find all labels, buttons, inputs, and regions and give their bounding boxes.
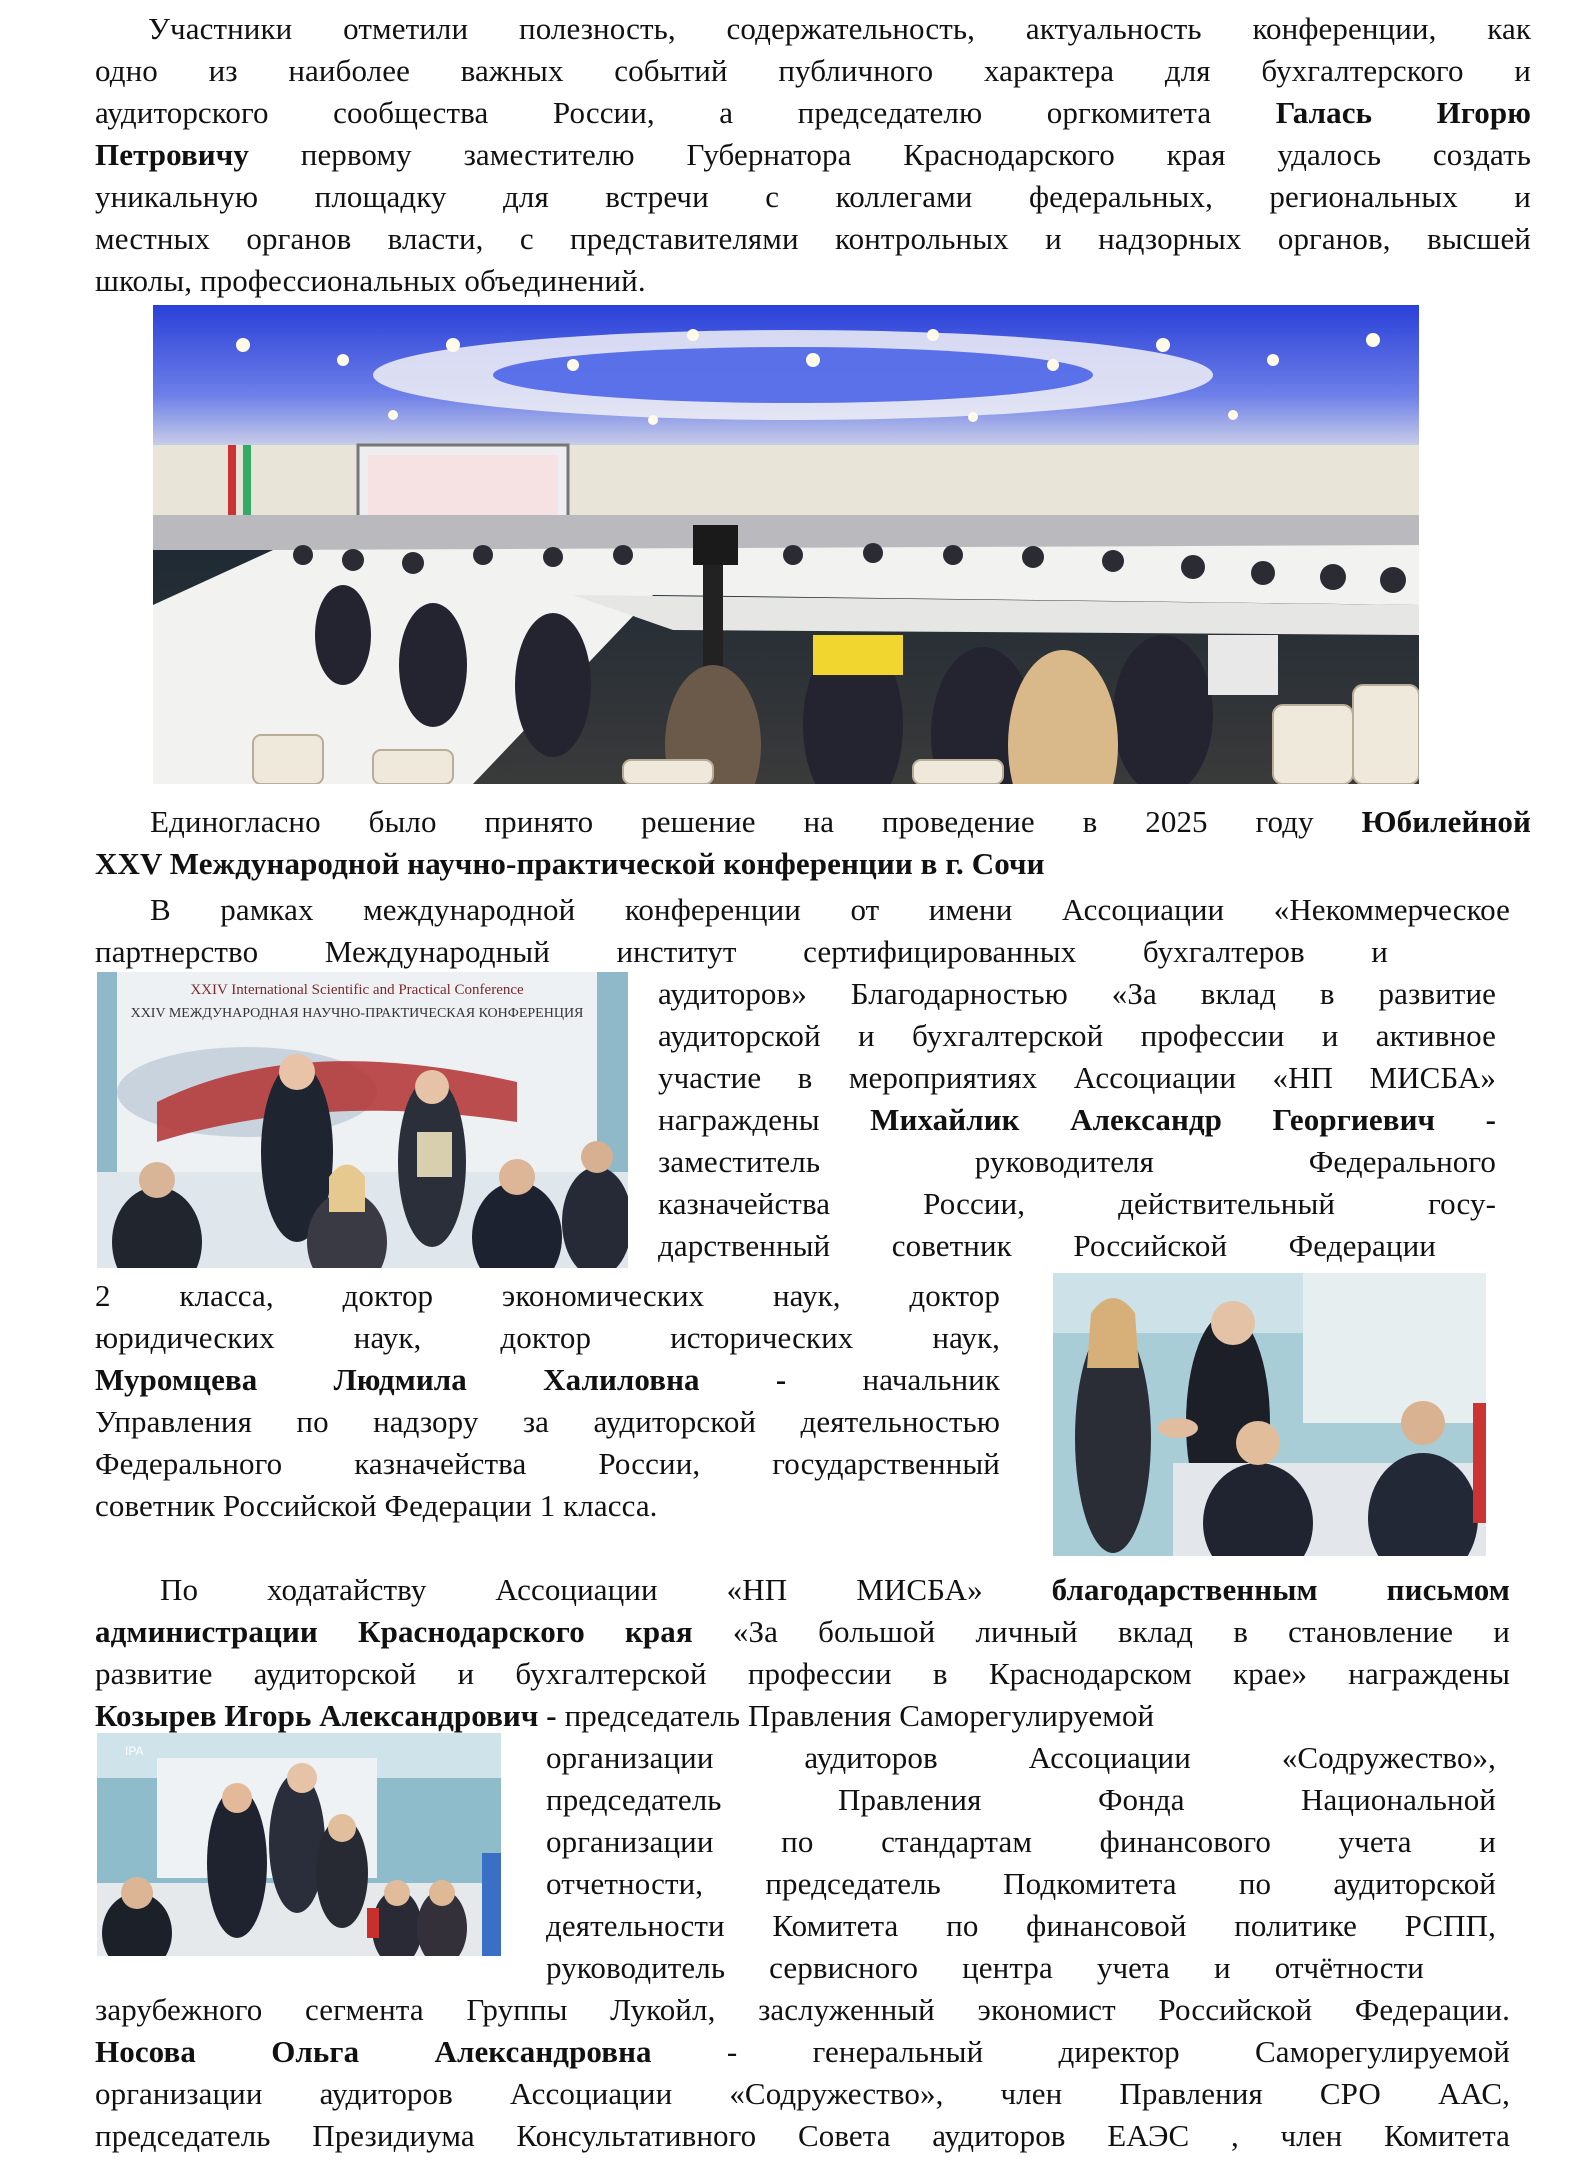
conference-hall-photo: [153, 305, 1419, 784]
para3-right-line-5: заместитель руководителя Федерального: [658, 1144, 1496, 1179]
para4-line-3: развитие аудиторской и бухгалтерской профессии в Краснодарском крае» награждены: [95, 1656, 1510, 1691]
para3-right-line-6: казначейства России, действительный госу-: [658, 1186, 1496, 1221]
para4-line-2: администрации Краснодарского края «За большой личный вклад в становление и: [95, 1614, 1510, 1649]
para3-right-line-2: аудиторской и бухгалтерской профессии и активное: [658, 1018, 1496, 1053]
para3-right-line-7: дарственный советник Российской Федерации: [658, 1228, 1436, 1263]
award-ceremony-photo-2: [97, 1733, 501, 1956]
para1-line-4: Петровичу первому заместителю Губернатора Краснодарского края удалось создать: [95, 137, 1531, 172]
para4-right-line-4: отчетности, председатель Подкомитета по аудиторской: [546, 1866, 1496, 1901]
para4-right-line-1: организации аудиторов Ассоциации «Содружество»,: [546, 1740, 1496, 1775]
para1-line-1: Участники отметили полезность, содержательность, актуальность конференции, как: [148, 11, 1531, 46]
para3-left-line-5: Федерального казначейства России, государственный: [95, 1446, 1000, 1481]
para1-line-7: школы, профессиональных объединений.: [95, 263, 646, 298]
para3-left-line-4: Управления по надзору за аудиторской деятельностью: [95, 1404, 1000, 1439]
para4-line-1: По ходатайству Ассоциации «НП МИСБА» благодарственным письмом: [160, 1572, 1510, 1607]
para4-right-line-3: организации по стандартам финансового учета и: [546, 1824, 1496, 1859]
award-ceremony-photo-1: [97, 972, 628, 1268]
para3-right-line-1: аудиторов» Благодарностью «За вклад в развитие: [658, 976, 1496, 1011]
para3-line-2: партнерство Международный институт сертифицированных бухгалтеров и: [95, 934, 1388, 969]
screen-logo-text: IPA: [125, 1744, 144, 1758]
para4-right-line-2: председатель Правления Фонда Национальной: [546, 1782, 1496, 1817]
para1-line-5: уникальную площадку для встречи с коллегами федеральных, региональных и: [95, 179, 1531, 214]
screen-text-english: XXIV International Scientific and Practical Conference: [190, 982, 524, 998]
para3-line-1: В рамках международной конференции от имени Ассоциации «Некоммерческое: [150, 892, 1510, 927]
para4-bottom-line-3: организации аудиторов Ассоциации «Содружество», член Правления СРО ААС,: [95, 2076, 1510, 2111]
para4-bottom-line-4: председатель Президиума Консультативного Совета аудиторов ЕАЭС , член Комитета: [95, 2118, 1510, 2153]
para2-line-1: Единогласно было принято решение на проведение в 2025 году Юбилейной: [150, 804, 1531, 839]
para4-right-line-6: руководитель сервисного центра учета и отчётности: [546, 1950, 1424, 1985]
para3-right-line-4: награждены Михайлик Александр Георгиевич -: [658, 1102, 1496, 1137]
para4-bottom-line-2: Носова Ольга Александровна - генеральный директор Саморегулируемой: [95, 2034, 1510, 2069]
para4-right-line-5: деятельности Комитета по финансовой политике РСПП,: [546, 1908, 1496, 1943]
para3-left-line-1: 2 класса, доктор экономических наук, доктор: [95, 1278, 1000, 1313]
handshake-photo: [1053, 1273, 1486, 1556]
para4-line-4: Козырев Игорь Александрович - председатель Правления Саморегулируемой: [95, 1698, 1155, 1733]
para1-line-6: местных органов власти, с представителями контрольных и надзорных органов, высшей: [95, 221, 1531, 256]
para3-left-line-3: Муромцева Людмила Халиловна - начальник: [95, 1362, 1000, 1397]
para3-left-line-6: советник Российской Федерации 1 класса.: [95, 1488, 658, 1523]
para3-left-line-2: юридических наук, доктор исторических наук,: [95, 1320, 1000, 1355]
para2-line-2: XXV Международной научно-практической конференции в г. Сочи: [95, 846, 1045, 881]
para4-bottom-line-1: зарубежного сегмента Группы Лукойл, заслуженный экономист Российской Федерации.: [95, 1992, 1510, 2027]
para3-right-line-3: участие в мероприятиях Ассоциации «НП МИСБА»: [658, 1060, 1496, 1095]
screen-text-russian: XXIV МЕЖДУНАРОДНАЯ НАУЧНО-ПРАКТИЧЕСКАЯ КОНФЕРЕНЦИЯ: [130, 1006, 584, 1021]
para1-line-2: одно из наиболее важных событий публичного характера для бухгалтерского и: [95, 53, 1531, 88]
para1-line-3: аудиторского сообщества России, а председателю оргкомитета Галась Игорю: [95, 95, 1531, 130]
